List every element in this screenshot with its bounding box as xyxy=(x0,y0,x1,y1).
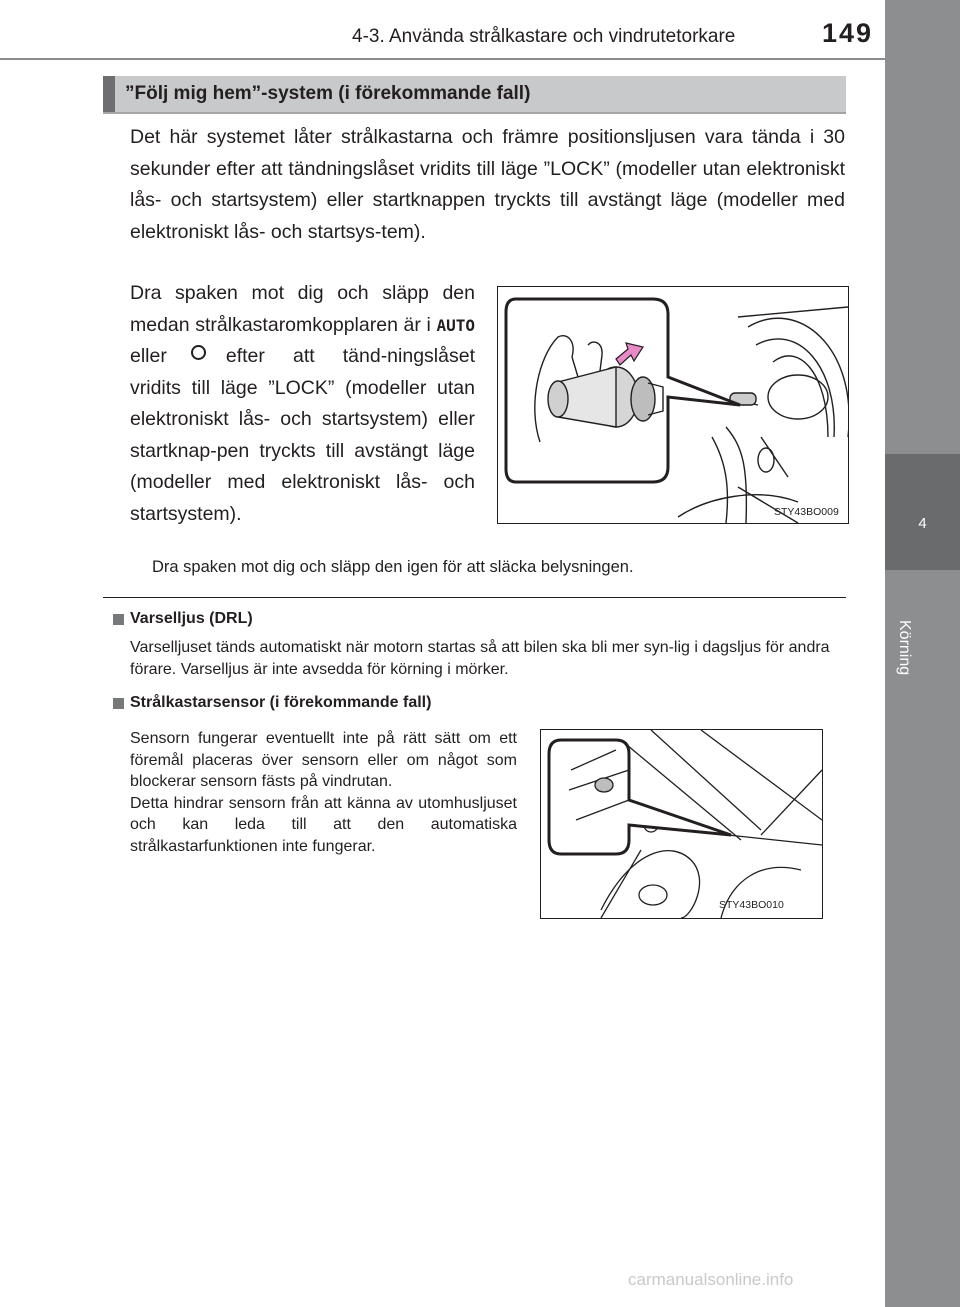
figure2-code: STY43BO010 xyxy=(719,899,784,911)
section-heading-bar xyxy=(103,76,846,114)
subsection-sensor-title: Strålkastarsensor (i förekommande fall) xyxy=(130,694,432,711)
figure-lever-illustration xyxy=(497,286,849,524)
figure1-code: STY43BO009 xyxy=(774,506,839,518)
instruction-part2: efter att tänd-ningslåset vridits till läge ”LOCK” (modeller utan elektroniskt lås- och startsystem) eller startknap-pen tryckts till avstängt läge (modeller med elektroniskt lås- och startsystem). xyxy=(130,345,475,525)
side-chapter-label: Körning xyxy=(896,620,913,676)
side-chapter-number: 4 xyxy=(918,515,927,532)
subsection-drl-body: Varselljuset tänds automatiskt när motorn startas så att bilen ska bli mer syn-lig i dagsljus för andra förare. Varselljus är inte avsedda för körning i mörker. xyxy=(130,639,830,678)
sensor-body-p2: Detta hindrar sensorn från att känna av utomhusljuset och kan leda till att den automatiska strålkastarfunktionen inte fungerar. xyxy=(130,794,517,855)
subsection-drl-title: Varselljus (DRL) xyxy=(130,610,253,627)
lever-illustration-icon xyxy=(498,287,848,523)
subsection-sensor-body xyxy=(130,728,517,857)
sensor-illustration-icon xyxy=(541,730,822,918)
header-rule xyxy=(0,58,885,60)
bullet-square-icon xyxy=(113,698,124,709)
auto-symbol: AUTO xyxy=(436,315,475,335)
instruction-or: eller xyxy=(130,345,167,367)
section-title: ”Följ mig hem”-system (i förekommande fall) xyxy=(125,83,531,104)
section-intro: Det här systemet låter strålkastarna och främre positionsljusen vara tända i 30 sekunder efter att tändningslåset vridits till läge ”LOCK” (modeller utan elektroniskt lås- och startsystem) eller startknappen tryckts till avstängt läge (modeller med elektroniskt lås- och startsys-tem). xyxy=(130,126,845,243)
position-light-symbol-icon xyxy=(191,345,206,360)
section-note: Dra spaken mot dig och släpp den igen för att släcka belysningen. xyxy=(152,558,634,576)
figure-sensor-illustration xyxy=(540,729,823,919)
footer-watermark: carmanualsonline.info xyxy=(628,1270,794,1289)
chapter-side-tab-marker xyxy=(885,454,960,570)
section-instruction xyxy=(130,278,475,530)
bullet-square-icon xyxy=(113,614,124,625)
section-divider xyxy=(103,597,846,598)
instruction-part1: Dra spaken mot dig och släpp den medan strålkastaromkopplaren är i xyxy=(130,282,475,336)
page-number: 149 xyxy=(822,18,874,48)
section-heading-stripe xyxy=(103,76,115,112)
sensor-body-p1: Sensorn fungerar eventuellt inte på rätt sätt om ett föremål placeras över sensorn eller om något som blockerar sensorn fästs på vindrutan. xyxy=(130,730,517,790)
chapter-header: 4-3. Använda strålkastare och vindrutetorkare xyxy=(352,26,736,47)
